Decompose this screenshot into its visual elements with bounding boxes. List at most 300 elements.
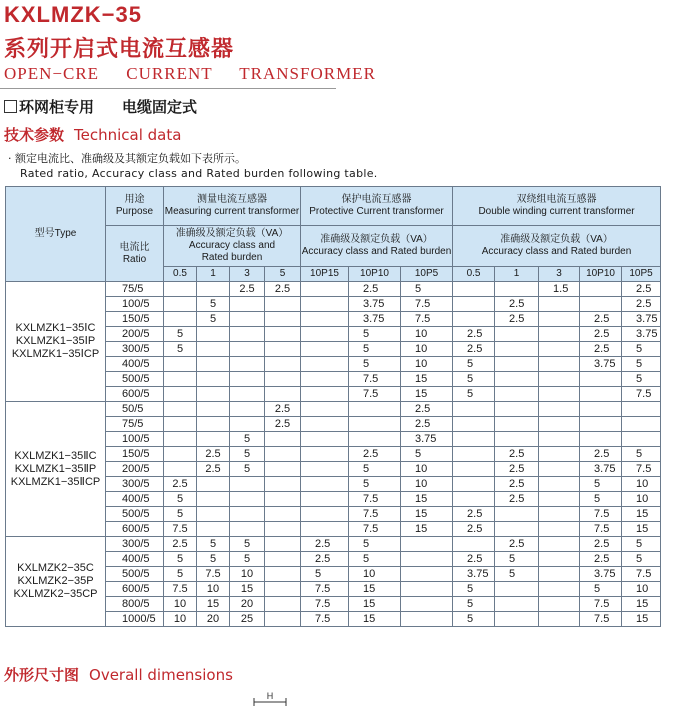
value-cell — [230, 297, 265, 312]
value-cell: 5 — [622, 372, 661, 387]
value-cell — [453, 432, 495, 447]
value-cell: 5 — [197, 552, 230, 567]
value-cell — [164, 372, 197, 387]
value-cell — [265, 387, 301, 402]
value-cell — [539, 522, 580, 537]
value-cell — [539, 447, 580, 462]
value-cell: 2.5 — [230, 282, 265, 297]
value-cell: 5 — [580, 477, 622, 492]
value-cell — [401, 537, 453, 552]
value-cell: 5 — [349, 552, 401, 567]
type-cell — [6, 282, 106, 402]
accuracy-class-header: 0.5 — [164, 267, 197, 282]
accuracy-class-header: 1 — [495, 267, 539, 282]
value-cell: 2.5 — [580, 327, 622, 342]
value-cell — [539, 342, 580, 357]
value-cell: 2.5 — [495, 537, 539, 552]
value-cell: 2.5 — [349, 282, 401, 297]
value-cell — [580, 387, 622, 402]
value-cell: 5 — [580, 492, 622, 507]
value-cell — [265, 492, 301, 507]
value-cell — [539, 597, 580, 612]
ratio-cell: 600/5 — [106, 387, 164, 402]
group-double-cn: 双绕组电流互感器 — [516, 194, 597, 205]
technical-data-cn: 技术参数 — [4, 126, 65, 144]
value-cell: 10 — [230, 567, 265, 582]
value-cell: 15 — [230, 582, 265, 597]
ratio-cell: 500/5 — [106, 567, 164, 582]
value-cell: 15 — [401, 522, 453, 537]
ratio-cell: 500/5 — [106, 507, 164, 522]
value-cell — [349, 402, 401, 417]
value-cell — [539, 537, 580, 552]
value-cell: 3.75 — [453, 567, 495, 582]
value-cell: 5 — [495, 567, 539, 582]
value-cell: 2.5 — [197, 462, 230, 477]
value-cell — [197, 372, 230, 387]
type-model: KXLMZK1−35ⅡC — [14, 449, 97, 462]
table-row — [6, 402, 661, 417]
value-cell — [265, 582, 301, 597]
subtitle-left: 环网柜专用 — [19, 98, 95, 116]
value-cell: 5 — [349, 342, 401, 357]
value-cell: 5 — [164, 327, 197, 342]
value-cell: 2.5 — [401, 402, 453, 417]
value-cell: 5 — [230, 462, 265, 477]
value-cell: 5 — [622, 552, 661, 567]
value-cell — [164, 387, 197, 402]
value-cell — [265, 432, 301, 447]
ratio-cell: 300/5 — [106, 342, 164, 357]
value-cell — [539, 477, 580, 492]
value-cell — [495, 582, 539, 597]
value-cell — [265, 477, 301, 492]
value-cell — [539, 432, 580, 447]
value-cell — [265, 312, 301, 327]
table-note — [8, 151, 378, 181]
value-cell — [495, 372, 539, 387]
overall-dimensions-cn: 外形尺寸图 — [4, 666, 80, 684]
value-cell — [401, 612, 453, 627]
ratio-cell: 600/5 — [106, 522, 164, 537]
accuracy-en-a: Accuracy class and — [188, 240, 276, 251]
subtitle-right: 电缆固定式 — [122, 98, 198, 116]
value-cell: 7.5 — [197, 567, 230, 582]
value-cell: 10 — [401, 477, 453, 492]
value-cell — [301, 462, 349, 477]
value-cell — [265, 552, 301, 567]
value-cell: 5 — [453, 597, 495, 612]
value-cell: 2.5 — [164, 477, 197, 492]
value-cell: 7.5 — [580, 597, 622, 612]
value-cell: 3.75 — [580, 567, 622, 582]
value-cell: 15 — [622, 507, 661, 522]
ratio-cell: 800/5 — [106, 597, 164, 612]
value-cell — [265, 297, 301, 312]
value-cell — [164, 447, 197, 462]
value-cell: 7.5 — [349, 507, 401, 522]
value-cell: 2.5 — [453, 507, 495, 522]
value-cell — [301, 387, 349, 402]
value-cell: 2.5 — [197, 447, 230, 462]
dimension-h-marker — [250, 690, 290, 706]
value-cell: 7.5 — [349, 372, 401, 387]
overall-dimensions-heading — [4, 664, 233, 685]
value-cell: 1.5 — [539, 282, 580, 297]
value-cell: 10 — [164, 597, 197, 612]
value-cell: 2.5 — [622, 282, 661, 297]
value-cell — [265, 357, 301, 372]
technical-data-heading — [4, 124, 181, 145]
value-cell: 7.5 — [401, 297, 453, 312]
value-cell: 10 — [622, 492, 661, 507]
value-cell: 2.5 — [580, 537, 622, 552]
accuracy-class-header: 3 — [230, 267, 265, 282]
value-cell: 5 — [453, 372, 495, 387]
value-cell — [301, 417, 349, 432]
value-cell — [495, 342, 539, 357]
ratio-cell: 500/5 — [106, 372, 164, 387]
value-cell: 5 — [349, 477, 401, 492]
value-cell: 7.5 — [349, 492, 401, 507]
value-cell: 5 — [230, 537, 265, 552]
value-cell — [539, 612, 580, 627]
ratio-cell: 200/5 — [106, 327, 164, 342]
technical-data-en: Technical data — [74, 126, 182, 144]
value-cell — [164, 432, 197, 447]
accuracy-class-header: 10P10 — [580, 267, 622, 282]
value-cell — [580, 372, 622, 387]
value-cell — [164, 297, 197, 312]
ratio-header — [106, 226, 164, 282]
value-cell: 10 — [197, 582, 230, 597]
value-cell — [539, 492, 580, 507]
value-cell — [197, 342, 230, 357]
value-cell — [580, 417, 622, 432]
ratio-cell: 75/5 — [106, 417, 164, 432]
value-cell: 15 — [622, 612, 661, 627]
value-cell: 25 — [230, 612, 265, 627]
value-cell: 7.5 — [622, 567, 661, 582]
value-cell: 10 — [164, 612, 197, 627]
value-cell: 5 — [197, 537, 230, 552]
checkbox-icon — [4, 100, 17, 113]
value-cell — [197, 492, 230, 507]
note-chinese: · 额定电流比、准确级及其额定负载如下表所示。 — [8, 152, 246, 165]
value-cell — [301, 522, 349, 537]
value-cell: 2.5 — [265, 417, 301, 432]
value-cell — [164, 417, 197, 432]
value-cell: 7.5 — [349, 387, 401, 402]
value-cell: 15 — [349, 597, 401, 612]
value-cell: 5 — [401, 282, 453, 297]
type-model: KXLMZK1−35ⅡP — [14, 462, 97, 475]
value-cell — [349, 417, 401, 432]
overall-dimensions-en: Overall dimensions — [89, 666, 233, 684]
accuracy-cn: 准确级及额定负载（VA） — [320, 234, 433, 245]
value-cell: 2.5 — [265, 402, 301, 417]
value-cell: 3.75 — [622, 327, 661, 342]
group-measuring-header — [164, 187, 301, 226]
group-measuring-en: Measuring current transformer — [164, 206, 300, 217]
value-cell — [539, 462, 580, 477]
value-cell: 10 — [401, 462, 453, 477]
value-cell — [230, 477, 265, 492]
value-cell — [539, 507, 580, 522]
value-cell: 2.5 — [580, 312, 622, 327]
value-cell: 5 — [622, 447, 661, 462]
value-cell — [197, 417, 230, 432]
value-cell — [539, 417, 580, 432]
value-cell: 2.5 — [495, 492, 539, 507]
type-model: KXLMZK2−35C — [17, 562, 94, 574]
value-cell — [453, 537, 495, 552]
accuracy-cn: 准确级及额定负载（VA） — [500, 234, 613, 245]
value-cell — [453, 402, 495, 417]
value-cell: 2.5 — [453, 327, 495, 342]
value-cell — [164, 282, 197, 297]
accuracy-en-b: Rated burden — [201, 252, 263, 263]
value-cell — [164, 357, 197, 372]
value-cell: 5 — [230, 552, 265, 567]
value-cell — [230, 342, 265, 357]
value-cell — [301, 327, 349, 342]
value-cell — [401, 552, 453, 567]
value-cell — [539, 582, 580, 597]
accuracy-cn: 准确级及额定负载（VA） — [175, 228, 289, 239]
value-cell — [453, 282, 495, 297]
value-cell: 7.5 — [301, 597, 349, 612]
type-model: KXLMZK2−35CP — [13, 588, 98, 600]
value-cell: 5 — [197, 297, 230, 312]
value-cell: 2.5 — [301, 537, 349, 552]
value-cell: 5 — [580, 582, 622, 597]
value-cell — [495, 432, 539, 447]
value-cell — [495, 402, 539, 417]
value-cell: 7.5 — [580, 507, 622, 522]
value-cell — [401, 597, 453, 612]
value-cell: 5 — [164, 342, 197, 357]
value-cell — [622, 402, 661, 417]
value-cell — [301, 357, 349, 372]
accuracy-class-header: 3 — [539, 267, 580, 282]
value-cell — [580, 282, 622, 297]
value-cell: 5 — [164, 492, 197, 507]
value-cell: 5 — [301, 567, 349, 582]
value-cell: 10 — [622, 582, 661, 597]
value-cell: 2.5 — [453, 522, 495, 537]
value-cell: 15 — [401, 387, 453, 402]
value-cell: 2.5 — [580, 447, 622, 462]
ratio-cell: 150/5 — [106, 447, 164, 462]
value-cell — [301, 297, 349, 312]
value-cell: 15 — [401, 492, 453, 507]
value-cell — [265, 537, 301, 552]
value-cell: 10 — [401, 357, 453, 372]
value-cell: 3.75 — [622, 312, 661, 327]
value-cell: 5 — [622, 537, 661, 552]
type-model: KXLMZK1−35ⅠC — [15, 322, 96, 334]
value-cell — [495, 597, 539, 612]
value-cell — [453, 492, 495, 507]
value-cell: 2.5 — [301, 552, 349, 567]
value-cell: 3.75 — [349, 297, 401, 312]
value-cell: 7.5 — [301, 582, 349, 597]
value-cell — [164, 462, 197, 477]
value-cell: 20 — [230, 597, 265, 612]
ratio-cell: 50/5 — [106, 402, 164, 417]
accuracy-measuring-header — [164, 226, 301, 267]
type-model: KXLMZK2−35P — [17, 575, 94, 587]
ratio-cell: 200/5 — [106, 462, 164, 477]
value-cell — [453, 312, 495, 327]
value-cell — [453, 417, 495, 432]
value-cell: 3.75 — [349, 312, 401, 327]
value-cell — [301, 342, 349, 357]
spec-table — [5, 186, 661, 627]
type-model: KXLMZK1−35ⅡCP — [10, 475, 101, 488]
value-cell — [453, 297, 495, 312]
value-cell: 5 — [453, 582, 495, 597]
value-cell: 2.5 — [265, 282, 301, 297]
ratio-cell: 150/5 — [106, 312, 164, 327]
value-cell: 2.5 — [495, 477, 539, 492]
accuracy-class-header: 10P10 — [349, 267, 401, 282]
value-cell: 15 — [401, 372, 453, 387]
value-cell — [539, 402, 580, 417]
value-cell — [301, 282, 349, 297]
value-cell — [349, 432, 401, 447]
value-cell — [230, 492, 265, 507]
value-cell — [495, 282, 539, 297]
value-cell: 2.5 — [495, 462, 539, 477]
ratio-cell: 400/5 — [106, 552, 164, 567]
accuracy-class-header: 10P15 — [301, 267, 349, 282]
ratio-cell: 100/5 — [106, 297, 164, 312]
subtitle-line — [4, 96, 197, 117]
value-cell: 15 — [622, 522, 661, 537]
note-english: Rated ratio, Accuracy class and Rated burden following table. — [20, 167, 378, 180]
value-cell — [265, 327, 301, 342]
value-cell: 5 — [164, 552, 197, 567]
value-cell: 7.5 — [580, 612, 622, 627]
value-cell: 3.75 — [401, 432, 453, 447]
value-cell: 15 — [401, 507, 453, 522]
value-cell: 20 — [197, 612, 230, 627]
value-cell: 2.5 — [401, 417, 453, 432]
value-cell — [265, 522, 301, 537]
value-cell — [539, 327, 580, 342]
value-cell — [265, 507, 301, 522]
ratio-cell: 300/5 — [106, 537, 164, 552]
value-cell — [197, 402, 230, 417]
value-cell — [453, 477, 495, 492]
value-cell — [453, 447, 495, 462]
value-cell — [197, 282, 230, 297]
value-cell — [539, 387, 580, 402]
value-cell — [230, 312, 265, 327]
purpose-en: Purpose — [115, 206, 154, 217]
value-cell — [265, 342, 301, 357]
title-english: OPEN−CRE CURRENT TRANSFORMER — [4, 64, 376, 83]
type-cell — [6, 537, 106, 627]
value-cell: 3.75 — [580, 462, 622, 477]
value-cell — [197, 327, 230, 342]
value-cell: 5 — [349, 537, 401, 552]
value-cell — [495, 417, 539, 432]
value-cell: 15 — [622, 597, 661, 612]
value-cell — [197, 522, 230, 537]
table-row — [6, 537, 661, 552]
value-cell — [495, 387, 539, 402]
value-cell — [580, 297, 622, 312]
value-cell — [539, 552, 580, 567]
ratio-cell: 400/5 — [106, 357, 164, 372]
value-cell: 5 — [164, 567, 197, 582]
purpose-cn: 用途 — [124, 194, 145, 205]
model-title: KXLMZK−35 — [4, 2, 142, 27]
type-model: KXLMZK1−35ⅠCP — [11, 348, 100, 360]
accuracy-en-full: Accuracy class and Rated burden — [481, 246, 632, 257]
value-cell — [230, 387, 265, 402]
value-cell: 2.5 — [580, 552, 622, 567]
purpose-header — [106, 187, 164, 226]
value-cell — [495, 327, 539, 342]
value-cell: 7.5 — [164, 582, 197, 597]
value-cell: 5 — [197, 312, 230, 327]
value-cell: 7.5 — [349, 522, 401, 537]
value-cell: 10 — [401, 327, 453, 342]
value-cell: 2.5 — [164, 537, 197, 552]
value-cell — [495, 507, 539, 522]
accuracy-protective-header — [301, 226, 453, 267]
value-cell: 2.5 — [495, 297, 539, 312]
value-cell — [301, 312, 349, 327]
table-row — [6, 282, 661, 297]
group-protective-header — [301, 187, 453, 226]
group-protective-cn: 保护电流互感器 — [341, 194, 412, 205]
group-double-en: Double winding current transformer — [478, 206, 635, 217]
value-cell — [265, 612, 301, 627]
value-cell — [164, 402, 197, 417]
value-cell — [230, 372, 265, 387]
value-cell: 5 — [622, 342, 661, 357]
value-cell: 7.5 — [622, 387, 661, 402]
value-cell: 2.5 — [453, 552, 495, 567]
value-cell — [301, 492, 349, 507]
ratio-cell: 400/5 — [106, 492, 164, 507]
value-cell: 2.5 — [495, 447, 539, 462]
value-cell — [539, 372, 580, 387]
value-cell: 2.5 — [622, 297, 661, 312]
value-cell: 5 — [230, 447, 265, 462]
dimension-h-label: H — [266, 691, 274, 701]
value-cell — [230, 357, 265, 372]
value-cell — [580, 432, 622, 447]
value-cell — [539, 297, 580, 312]
value-cell — [265, 462, 301, 477]
value-cell: 5 — [349, 327, 401, 342]
value-cell: 2.5 — [349, 447, 401, 462]
type-header: 型号Type — [6, 187, 106, 282]
value-cell — [265, 372, 301, 387]
value-cell — [301, 447, 349, 462]
value-cell: 5 — [164, 507, 197, 522]
value-cell — [197, 432, 230, 447]
value-cell — [622, 432, 661, 447]
ratio-cell: 1000/5 — [106, 612, 164, 627]
value-cell — [301, 402, 349, 417]
